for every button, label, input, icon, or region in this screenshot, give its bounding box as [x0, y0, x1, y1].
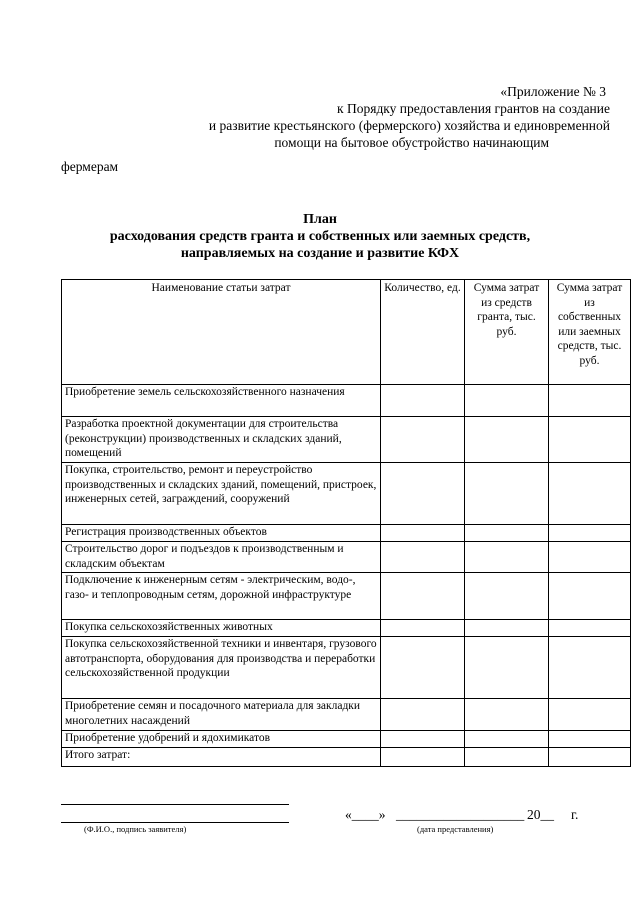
row-item-name: Приобретение семян и посадочного материала для закладки многолетних насаждений	[62, 699, 381, 731]
grant-sum-cell[interactable]	[465, 731, 549, 748]
table-row	[62, 731, 631, 748]
document-title: План	[303, 212, 337, 227]
row-item-name: Приобретение удобрений и ядохимикатов	[62, 731, 381, 748]
signature-line-upper	[61, 804, 289, 805]
column-header-item-name: Наименование статьи затрат	[62, 280, 381, 385]
grant-sum-cell[interactable]	[465, 748, 549, 767]
grant-sum-cell[interactable]	[465, 463, 549, 525]
own-sum-cell[interactable]	[549, 417, 631, 463]
table-row	[62, 417, 631, 463]
grant-sum-cell[interactable]	[465, 385, 549, 417]
signature-line[interactable]	[61, 822, 289, 823]
quantity-cell[interactable]	[381, 385, 465, 417]
quantity-cell[interactable]	[381, 620, 465, 637]
row-item-name: Разработка проектной документации для строительства (реконструкции) производственных и складских зданий, помещений	[62, 417, 381, 463]
quantity-cell[interactable]	[381, 637, 465, 699]
quantity-cell[interactable]	[381, 699, 465, 731]
date-month-field[interactable]: ___________________	[396, 807, 525, 822]
appendix-order-ref-cont3: фермерам	[61, 159, 119, 174]
row-item-name: Покупка, строительство, ремонт и переустройство производственных и складских зданий, помещений, пристроек, инженерных сетей, заграждений, сооружений	[62, 463, 381, 525]
row-item-name: Регистрация производственных объектов	[62, 525, 381, 542]
own-sum-cell[interactable]	[549, 463, 631, 525]
appendix-order-ref-cont2: помощи на бытовое обустройство начинающим	[274, 135, 549, 150]
grant-sum-cell[interactable]	[465, 525, 549, 542]
quantity-cell[interactable]	[381, 525, 465, 542]
table-row	[62, 573, 631, 620]
own-sum-cell[interactable]	[549, 542, 631, 573]
quantity-cell[interactable]	[381, 463, 465, 525]
own-sum-cell[interactable]	[549, 525, 631, 542]
quantity-cell[interactable]	[381, 417, 465, 463]
document-subtitle-cont: направляемых на создание и развитие КФХ	[180, 246, 460, 261]
grant-sum-cell[interactable]	[465, 573, 549, 620]
table-header-row	[62, 280, 631, 385]
table-row	[62, 525, 631, 542]
appendix-number: «Приложение № 3	[500, 84, 606, 99]
quantity-cell[interactable]	[381, 731, 465, 748]
row-item-name: Покупка сельскохозяйственных животных	[62, 620, 381, 637]
document-subtitle: расходования средств гранта и собственных или заемных средств,	[109, 229, 531, 244]
table-row	[62, 463, 631, 525]
quantity-cell[interactable]	[381, 748, 465, 767]
grant-sum-cell[interactable]	[465, 620, 549, 637]
own-sum-cell[interactable]	[549, 637, 631, 699]
row-item-name: Покупка сельскохозяйственной техники и инвентаря, грузового автотранспорта, оборудования для производства и переработки сельскохозяйственной продукции	[62, 637, 381, 699]
column-header-grant-sum: Сумма затрат из средств гранта, тыс. руб.	[465, 280, 549, 385]
table-row	[62, 542, 631, 573]
date-year-suffix: г.	[571, 807, 579, 822]
expense-plan-table	[61, 279, 631, 767]
quantity-cell[interactable]	[381, 542, 465, 573]
quantity-cell[interactable]	[381, 573, 465, 620]
table-row	[62, 637, 631, 699]
own-sum-cell[interactable]	[549, 699, 631, 731]
table-row	[62, 699, 631, 731]
grant-sum-cell[interactable]	[465, 542, 549, 573]
row-item-name: Приобретение земель сельскохозяйственного назначения	[62, 385, 381, 417]
signature-caption: (Ф.И.О., подпись заявителя)	[84, 824, 187, 834]
row-item-name: Строительство дорог и подъездов к производственным и складским объектам	[62, 542, 381, 573]
grant-sum-cell[interactable]	[465, 417, 549, 463]
date-day-field[interactable]: «____»	[345, 807, 386, 822]
row-item-name: Подключение к инженерным сетям - электрическим, водо-, газо- и теплопроводным сетям, дорожной инфраструктуре	[62, 573, 381, 620]
own-sum-cell[interactable]	[549, 385, 631, 417]
grant-sum-cell[interactable]	[465, 699, 549, 731]
table-row	[62, 620, 631, 637]
appendix-order-ref: к Порядку предоставления грантов на создание	[337, 101, 610, 116]
date-year-field[interactable]: 20__	[527, 807, 554, 822]
column-header-own-sum: Сумма затрат из собственных или заемных средств, тыс. руб.	[549, 280, 631, 385]
own-sum-cell[interactable]	[549, 573, 631, 620]
table-total-row	[62, 748, 631, 767]
date-caption: (дата представления)	[417, 824, 494, 834]
row-item-name: Итого затрат:	[62, 748, 381, 767]
grant-sum-cell[interactable]	[465, 637, 549, 699]
own-sum-cell[interactable]	[549, 620, 631, 637]
own-sum-cell[interactable]	[549, 731, 631, 748]
table-row	[62, 385, 631, 417]
column-header-quantity: Количество, ед.	[381, 280, 465, 385]
own-sum-cell[interactable]	[549, 748, 631, 767]
appendix-order-ref-cont: и развитие крестьянского (фермерского) хозяйства и единовременной	[208, 118, 610, 133]
